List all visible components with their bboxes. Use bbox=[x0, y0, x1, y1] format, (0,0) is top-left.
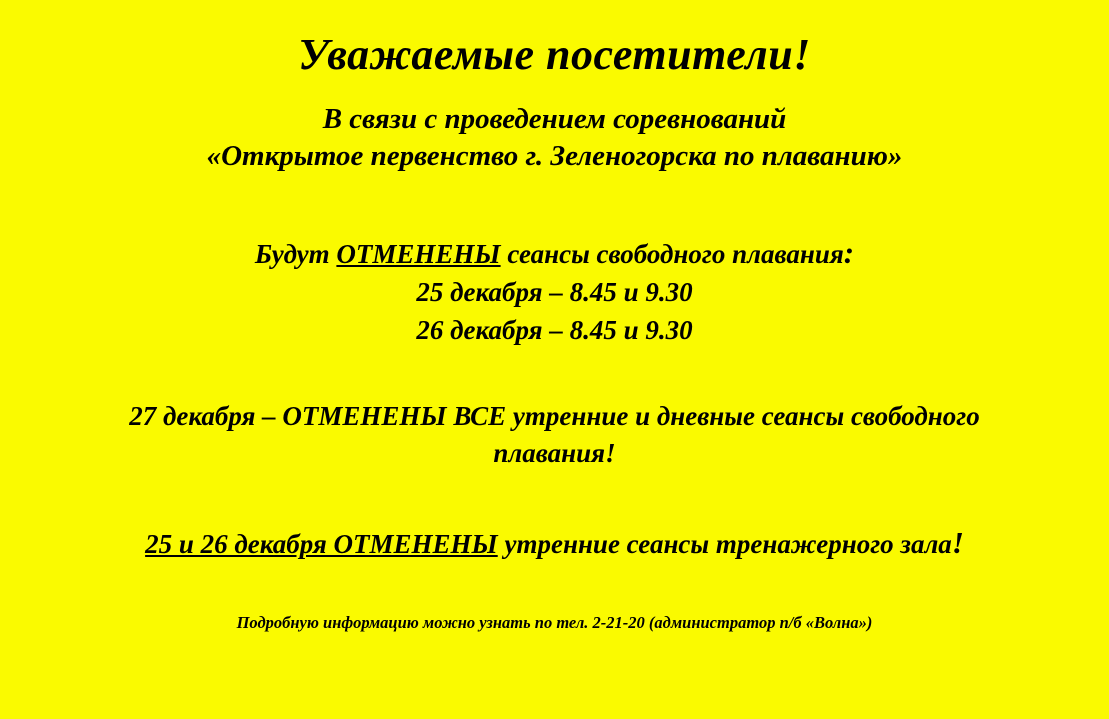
notice-gym-exclamation: ! bbox=[951, 525, 964, 561]
cancel-heading-underlined: ОТМЕНЕНЫ bbox=[336, 238, 501, 269]
notice-27-line-2: свободного плавания! bbox=[493, 400, 980, 469]
cancel-heading-before: Будут bbox=[254, 238, 337, 269]
subtitle-line-1: В связи с проведением соревнований bbox=[322, 102, 787, 135]
notice-gym-sessions bbox=[145, 522, 964, 565]
poster-subtitle bbox=[207, 101, 903, 175]
notice-gym-line-2: зала bbox=[900, 529, 952, 560]
notice-gym-rest: утренние сеансы тренажерного bbox=[497, 529, 894, 560]
poster-title: Уважаемые посетители! bbox=[298, 30, 811, 79]
poster-footer-contact: Подробную информацию можно узнать по тел. 2-21-20 (администратор п/б «Волна») bbox=[236, 613, 873, 633]
notice-december-27 bbox=[90, 398, 1020, 473]
cancel-heading-colon: : bbox=[843, 234, 855, 270]
session-item: 26 декабря – 8.45 и 9.30 bbox=[416, 315, 693, 346]
session-item: 25 декабря – 8.45 и 9.30 bbox=[416, 277, 693, 308]
notice-27-line-1: 27 декабря – ОТМЕНЕНЫ ВСЕ утренние и дневные сеансы bbox=[129, 400, 845, 431]
notice-gym-underlined: 25 и 26 декабря ОТМЕНЕНЫ bbox=[145, 529, 498, 560]
subtitle-line-2: «Открытое первенство г. Зеленогорска по плаванию» bbox=[206, 139, 903, 172]
cancel-heading-after: сеансы свободного плавания bbox=[500, 238, 844, 269]
cancelled-sessions-heading bbox=[255, 233, 854, 273]
